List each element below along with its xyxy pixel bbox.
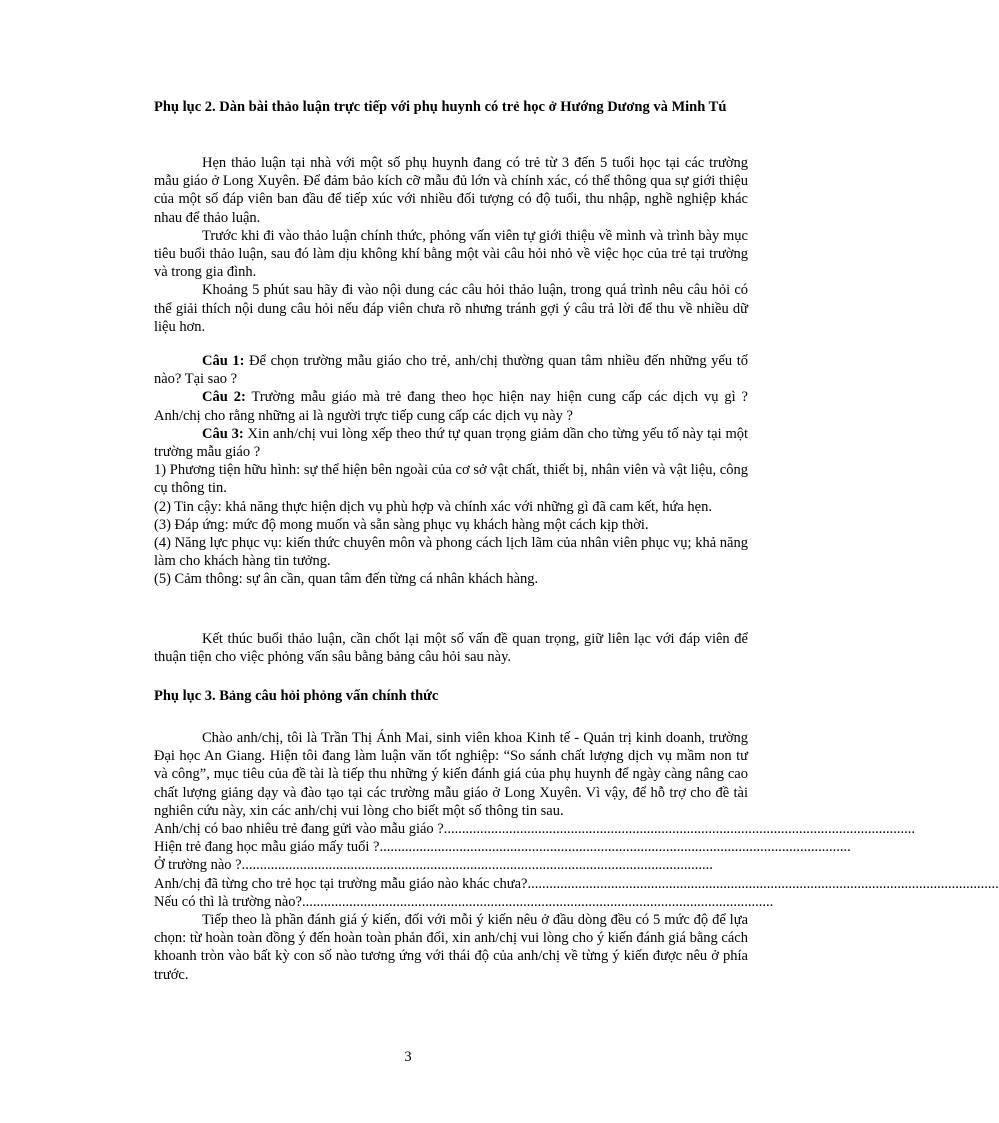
form-field: Nếu có thì là trường nào? .................................................................................................................................. — [154, 893, 774, 910]
outro-paragraph: Tiếp theo là phần đánh giá ý kiến, đối với mỗi ý kiến nêu ở đầu dòng đều có 5 mức độ để lựa chọn: từ hoàn toàn đồng ý đến hoàn toàn phản đối, xin anh/chị vui lòng cho ý kiến đánh giá bằng cách khoanh tròn vào bất kỳ con số nào tương ứng với thái độ của anh/chị về từng ý kiến được nêu ở phía trước. — [154, 912, 748, 983]
factor-item: (2) Tin cậy: khả năng thực hiện dịch vụ phù hợp và chính xác với những gì đã cam kết, hứa hẹn. — [154, 498, 712, 515]
appendix-2-body — [154, 154, 748, 336]
factor-item: 1) Phương tiện hữu hình: sự thể hiện bên ngoài của cơ sở vật chất, thiết bị, nhân viên và vật liệu, công cụ thông tin. — [154, 462, 748, 497]
intro-paragraph: Chào anh/chị, tôi là Trần Thị Ánh Mai, sinh viên khoa Kinh tế - Quản trị kinh doanh, trường Đại học An Giang. Hiện tôi đang làm luận văn tốt nghiệp: “So sánh chất lượng dịch vụ mầm non tư và công”, mục tiêu của đề tài là tiếp thu những ý kiến đánh giá của phụ huynh để ngày càng nâng cao chất lượng giảng dạy và đào tạo tại các trường mẫu giáo ở Long Xuyên. Vì vậy, để hỗ trợ cho đề tài nghiên cứu này, xin các anh/chị vui lòng cho biết một số thông tin sau. — [154, 730, 748, 819]
question-1: Câu 1: Để chọn trường mẫu giáo cho trẻ, anh/chị thường quan tâm nhiều đến những yếu tố nào? Tại sao ? — [154, 353, 748, 388]
appendix-3-body — [154, 729, 999, 984]
answer-line[interactable]: .................................................................................................................................. — [527, 875, 999, 892]
question-3: Câu 3: Xin anh/chị vui lòng xếp theo thứ tự quan trọng giảm dần cho từng yếu tố này tại một trường mẫu giáo ? — [154, 425, 749, 461]
paragraph: Hẹn thảo luận tại nhà với một số phụ huynh đang có trẻ từ 3 đến 5 tuổi học tại các trường mẫu giáo ở Long Xuyên. Để đảm bảo kích cỡ mẫu đủ lớn và chính xác, có thể thông qua sự giới thiệu của một số đáp viên ban đầu để tiếp xúc với nhiều đối tượng có độ tuổi, thu nhập, nghề nghiệp khác nhau để thảo luận. — [154, 155, 748, 226]
appendix-3-heading: Phụ lục 3. Bảng câu hỏi phỏng vấn chính thức — [154, 688, 439, 704]
closing-paragraph: Kết thúc buổi thảo luận, cần chốt lại một số vấn đề quan trọng, giữ liên lạc với đáp viên để thuận tiện cho việc phỏng vấn sâu bằng bảng câu hỏi sau này. — [154, 631, 748, 666]
answer-line[interactable]: .................................................................................................................................. — [379, 839, 851, 856]
page-number: 3 — [404, 1049, 412, 1065]
form-field: Anh/chị đã từng cho trẻ học tại trường mẫu giáo nào khác chưa? .................................................................................................................................. — [154, 875, 999, 892]
appendix-2-heading: Phụ lục 2. Dàn bài thảo luận trực tiếp với phụ huynh có trẻ học ở Hướng Dương và Minh Tú — [154, 99, 727, 115]
form-field: Hiện trẻ đang học mẫu giáo mấy tuổi ? .................................................................................................................................. — [154, 839, 851, 856]
paragraph: Khoảng 5 phút sau hãy đi vào nội dung các câu hỏi thảo luận, trong quá trình nêu câu hỏi có thể giải thích nội dung câu hỏi nếu đáp viên chưa rõ nhưng tránh gợi ý câu trả lời để thu về nhiều dữ liệu hơn. — [154, 282, 748, 335]
answer-line[interactable]: .................................................................................................................................. — [443, 821, 915, 838]
answer-line[interactable]: .................................................................................................................................. — [302, 893, 774, 910]
form-field: Ở trường nào ? .................................................................................................................................. — [154, 856, 748, 874]
answer-line[interactable]: .................................................................................................................................. — [241, 857, 713, 874]
factor-item: (5) Cảm thông: sự ân cần, quan tâm đến từng cá nhân khách hàng. — [154, 571, 539, 588]
question-2: Câu 2: Trường mẫu giáo mà trẻ đang theo học hiện nay hiện cung cấp các dịch vụ gì ? Anh/chị cho rằng những ai là người trực tiếp cung cấp các dịch vụ này ? — [154, 389, 748, 424]
factor-item: (4) Năng lực phục vụ: kiến thức chuyên môn và phong cách lịch lãm của nhân viên phục vụ; khả năng làm cho khách hàng tin tưởng. — [154, 535, 748, 570]
form-field: Anh/chị có bao nhiêu trẻ đang gửi vào mẫu giáo ? .................................................................................................................................. — [154, 821, 915, 838]
paragraph: Trước khi đi vào thảo luận chính thức, phỏng vấn viên tự giới thiệu về mình và trình bày mục tiêu buổi thảo luận, sau đó làm dịu không khí bằng một vài câu hỏi nhỏ về việc học của trẻ tại trường và trong gia đình. — [154, 227, 748, 281]
questions-list — [154, 352, 748, 589]
factor-item: (3) Đáp ứng: mức độ mong muốn và sẵn sàng phục vụ khách hàng một cách kịp thời. — [154, 516, 649, 533]
